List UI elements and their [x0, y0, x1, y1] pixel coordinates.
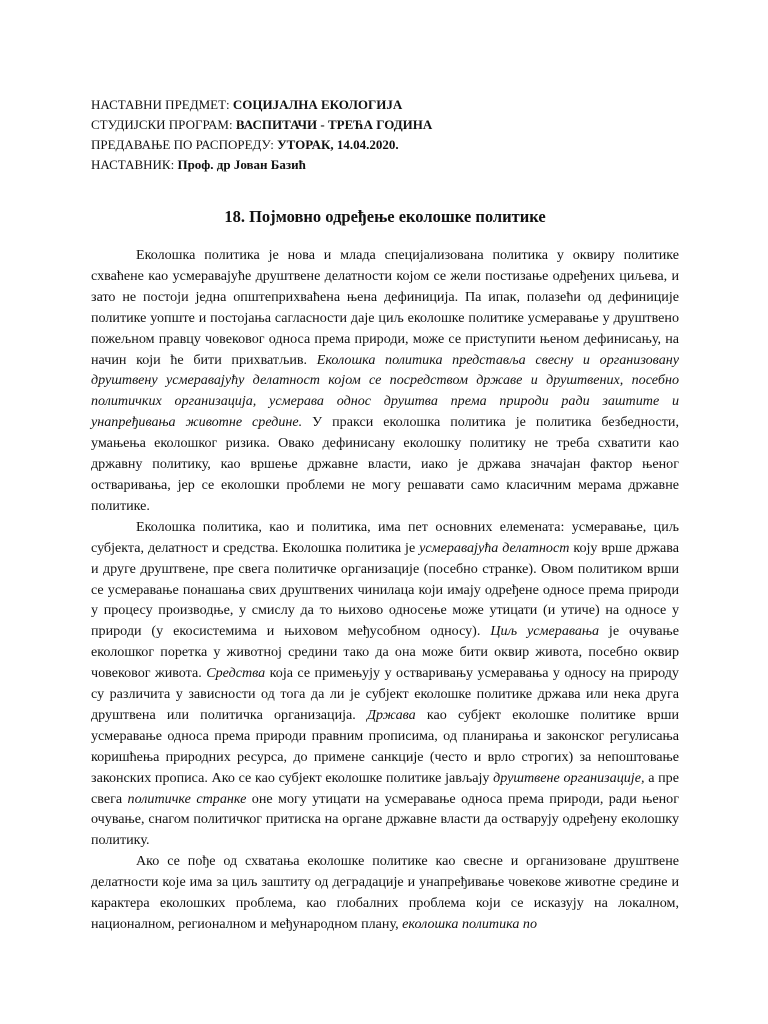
italic-run: Средства — [206, 665, 266, 682]
text-run: Ако се пође од схватања еколошке политике као свесне и организоване друштвене делатности које има за циљ заштиту од деградације и унапређивање човекове животне средине и карактера еколошких проблема, као глобалних проблема који се исказују на локалном, националном, регионалном и међународном плану, — [91, 853, 679, 932]
subject-value: СОЦИЈАЛНА ЕКОЛОГИЈА — [232, 97, 403, 112]
section-title: 18. Појмовно одређење еколошке политике — [224, 207, 546, 226]
text-run: Еколошка политика, као и политика, има пет основних елемената: усмеравање, циљ субјекта, делатност и средства. Еколошка политика је — [91, 518, 679, 556]
italic-run: еколошка политика по — [402, 916, 538, 932]
subject-label: НАСТАВНИ ПРЕДМЕТ: — [91, 97, 233, 112]
italic-run: усмеравајућа делатност — [419, 539, 570, 556]
text-run: Еколошка политика је нова и млада специјализована политика у оквиру политике схваћене као усмеравајуће друштвене делатности којом се жели постизање одређених циљева, и зато не постоји једна општеприхваћена њена дефиниција. Па ипак, полазећи од дефиниције политике уопште и постојања сагласности даје циљ еколошке политике усмеравање у друштвено пожељном правцу човековог односа према природи, може се приступити њеном дефинисању, на начин који ће бити прихватљив. — [91, 247, 679, 368]
header-row-teacher — [91, 155, 691, 175]
course-header — [91, 95, 691, 175]
italic-run: Еколошка политика представља свесну и организовану друштвену усмеравајућу делатност којом се посредством државе и друштвених, посебно политичких организација, усмерава однос друштва према природи ради заштите и унапређивања животне средине. — [91, 351, 679, 431]
paragraph — [91, 851, 679, 935]
italic-run: Циљ усмеравања — [490, 623, 600, 640]
italic-run: политичке странке — [127, 790, 247, 807]
program-label: СТУДИЈСКИ ПРОГРАМ: — [91, 117, 236, 132]
lecture-value: УТОРАК, 14.04.2020. — [277, 137, 399, 152]
italic-run: Држава — [366, 706, 416, 723]
lecture-label: ПРЕДАВАЊЕ ПО РАСПОРЕДУ: — [91, 137, 278, 152]
teacher-label: НАСТАВНИК: — [91, 157, 178, 172]
text-run: оне могу утицати на усмеравање односа према природи, ради њеног очување, снагом политичког притиска на органе државне власти да остварују одређену еколошку политику. — [91, 790, 680, 849]
text-run: У пракси еколошка политика је политика безбедности, умањења еколошког ризика. Овако дефинисану еколошку политику не треба схватити као државну политику, као вршење државне власти, иако је држава значајан фактор њеног остваривања, јер се еколошки проблеми не могу решавати само класичним мерама државне политике. — [91, 414, 679, 514]
header-row-lecture — [91, 135, 691, 155]
text-run: а пре свега — [91, 769, 679, 807]
header-row-subject — [91, 95, 691, 115]
paragraph — [91, 517, 679, 852]
italic-run: друштвене организације, — [493, 769, 645, 786]
text-run: која се примењују у остваривању усмеравања у односу на природу су различита у зависности од тога да ли је субјект еколошке политике држава или нека друга друштвена или политичка организација. — [91, 665, 679, 723]
text-run: коју врше држава и друге друштвене, пре свега политичке организације (посебно странке). Овом политиком врши се усмеравање понашања свих друштвених чинилаца који имају одређене односе према природи у процесу производње, у смислу да то њихово односење може утицати (и утиче) на односе у природи (у екосистемима и њиховом међусобном односу). — [91, 539, 679, 640]
body-text — [91, 245, 679, 935]
text-run: као субјект еколошке политике врши усмеравање односа према природи правним прописима, од планирања и законског регулисања коришћења природних ресурса, до примене санкције (често и врло строгих) за непоштовање законских прописа. Ако се као субјект еколошке политике јављају — [91, 706, 680, 786]
paragraph — [91, 245, 679, 517]
program-value: ВАСПИТАЧИ - ТРЕЋА ГОДИНА — [235, 117, 433, 132]
text-run: је очување еколошког поретка у животној средини тако да она може бити оквир живота, посебно оквир човековог живота. — [91, 623, 679, 682]
header-row-program — [91, 115, 691, 135]
teacher-value: Проф. др Јован Базић — [177, 157, 306, 172]
